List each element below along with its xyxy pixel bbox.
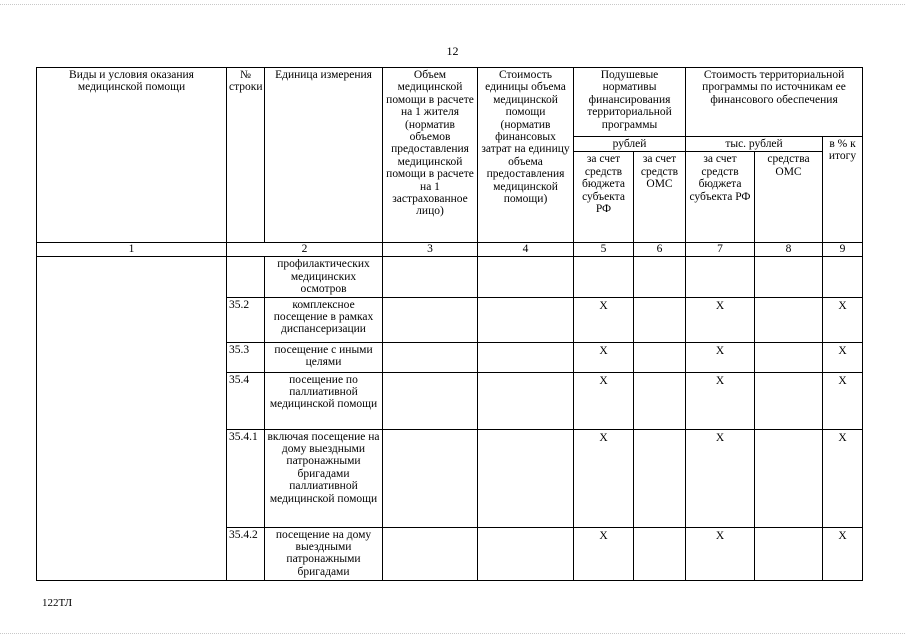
cell-budget-rf-1: X <box>574 342 634 372</box>
row-unit: включая посещение на дому выездными патронажными бригадами паллиативной медицинской помощи <box>265 429 383 527</box>
header-percent: в % к итогу <box>823 137 863 243</box>
row-number: 35.4.1 <box>227 429 265 527</box>
cell-unit-cost <box>478 342 574 372</box>
scan-artifact-top <box>0 4 905 6</box>
care-type-cell <box>37 257 227 580</box>
cell-oms-2 <box>755 342 823 372</box>
cell-unit-cost <box>478 429 574 527</box>
header-budget-rf-1: за счет средств бюджета субъекта РФ <box>574 152 634 243</box>
medical-care-table <box>36 67 863 581</box>
row-unit: посещение на дому выездными патронажными бригадами <box>265 527 383 580</box>
cell-oms-2 <box>755 372 823 429</box>
cell-percent: X <box>823 342 863 372</box>
colnum-7: 7 <box>686 243 755 257</box>
cell-budget-rf-1 <box>574 257 634 297</box>
row-unit: посещение с иными целями <box>265 342 383 372</box>
cell-budget-rf-1: X <box>574 527 634 580</box>
header-program-cost: Стоимость территориальной программы по источникам ее финансового обеспечения <box>686 68 863 137</box>
cell-oms-1 <box>634 372 686 429</box>
header-rubles: рублей <box>574 137 686 152</box>
colnum-5: 5 <box>574 243 634 257</box>
cell-budget-rf-1: X <box>574 372 634 429</box>
header-per-capita: Подушевые нормативы финансирования территориальной программы <box>574 68 686 137</box>
header-unit: Единица измерения <box>265 68 383 243</box>
header-oms-1: за счет средств ОМС <box>634 152 686 243</box>
cell-budget-rf-2: X <box>686 429 755 527</box>
colnum-8: 8 <box>755 243 823 257</box>
header-budget-rf-2: за счет средств бюджета субъекта РФ <box>686 152 755 243</box>
colnum-4: 4 <box>478 243 574 257</box>
page-number: 12 <box>446 44 459 58</box>
cell-oms-2 <box>755 429 823 527</box>
cell-budget-rf-2 <box>686 257 755 297</box>
cell-oms-2 <box>755 297 823 342</box>
cell-unit-cost <box>478 257 574 297</box>
cell-percent <box>823 257 863 297</box>
cell-oms-1 <box>634 527 686 580</box>
row-number: 35.4.2 <box>227 527 265 580</box>
cell-percent: X <box>823 372 863 429</box>
colnum-3: 3 <box>383 243 478 257</box>
cell-percent: X <box>823 297 863 342</box>
header-unit-cost: Стоимость единицы объема медицинской помощи (норматив финансовых затрат на единицу объема предоставления медицинской помощи) <box>478 68 574 243</box>
cell-percent: X <box>823 429 863 527</box>
header-thousand-rubles: тыс. рублей <box>686 137 823 152</box>
header-volume: Объем медицинской помощи в расчете на 1 жителя (норматив объемов предоставления медицинской помощи в расчете на 1 застрахованное лицо) <box>383 68 478 243</box>
row-unit: комплексное посещение в рамках диспансеризации <box>265 297 383 342</box>
cell-oms-2 <box>755 527 823 580</box>
cell-budget-rf-2: X <box>686 297 755 342</box>
header-oms-2: средства ОМС <box>755 152 823 243</box>
cell-volume <box>383 429 478 527</box>
colnum-2: 2 <box>227 243 383 257</box>
cell-unit-cost <box>478 527 574 580</box>
colnum-6: 6 <box>634 243 686 257</box>
cell-volume <box>383 527 478 580</box>
row-number: 35.4 <box>227 372 265 429</box>
colnum-9: 9 <box>823 243 863 257</box>
cell-unit-cost <box>478 372 574 429</box>
row-unit: профилактических медицинских осмотров <box>265 257 383 297</box>
header-care-types: Виды и условия оказания медицинской помощи <box>37 68 227 243</box>
scan-artifact-bottom <box>0 633 905 635</box>
cell-percent: X <box>823 527 863 580</box>
table-row <box>37 257 863 297</box>
cell-volume <box>383 297 478 342</box>
header-row-number: № строки <box>227 68 265 243</box>
cell-oms-1 <box>634 429 686 527</box>
cell-volume <box>383 257 478 297</box>
footer-document-code: 122ТЛ <box>42 597 73 609</box>
cell-oms-1 <box>634 342 686 372</box>
cell-budget-rf-2: X <box>686 372 755 429</box>
cell-budget-rf-1: X <box>574 429 634 527</box>
colnum-1: 1 <box>37 243 227 257</box>
row-number <box>227 257 265 297</box>
cell-budget-rf-1: X <box>574 297 634 342</box>
cell-oms-1 <box>634 257 686 297</box>
row-number: 35.2 <box>227 297 265 342</box>
cell-oms-1 <box>634 297 686 342</box>
row-unit: посещение по паллиативной медицинской помощи <box>265 372 383 429</box>
cell-volume <box>383 342 478 372</box>
row-number: 35.3 <box>227 342 265 372</box>
cell-volume <box>383 372 478 429</box>
cell-oms-2 <box>755 257 823 297</box>
cell-budget-rf-2: X <box>686 342 755 372</box>
cell-budget-rf-2: X <box>686 527 755 580</box>
cell-unit-cost <box>478 297 574 342</box>
